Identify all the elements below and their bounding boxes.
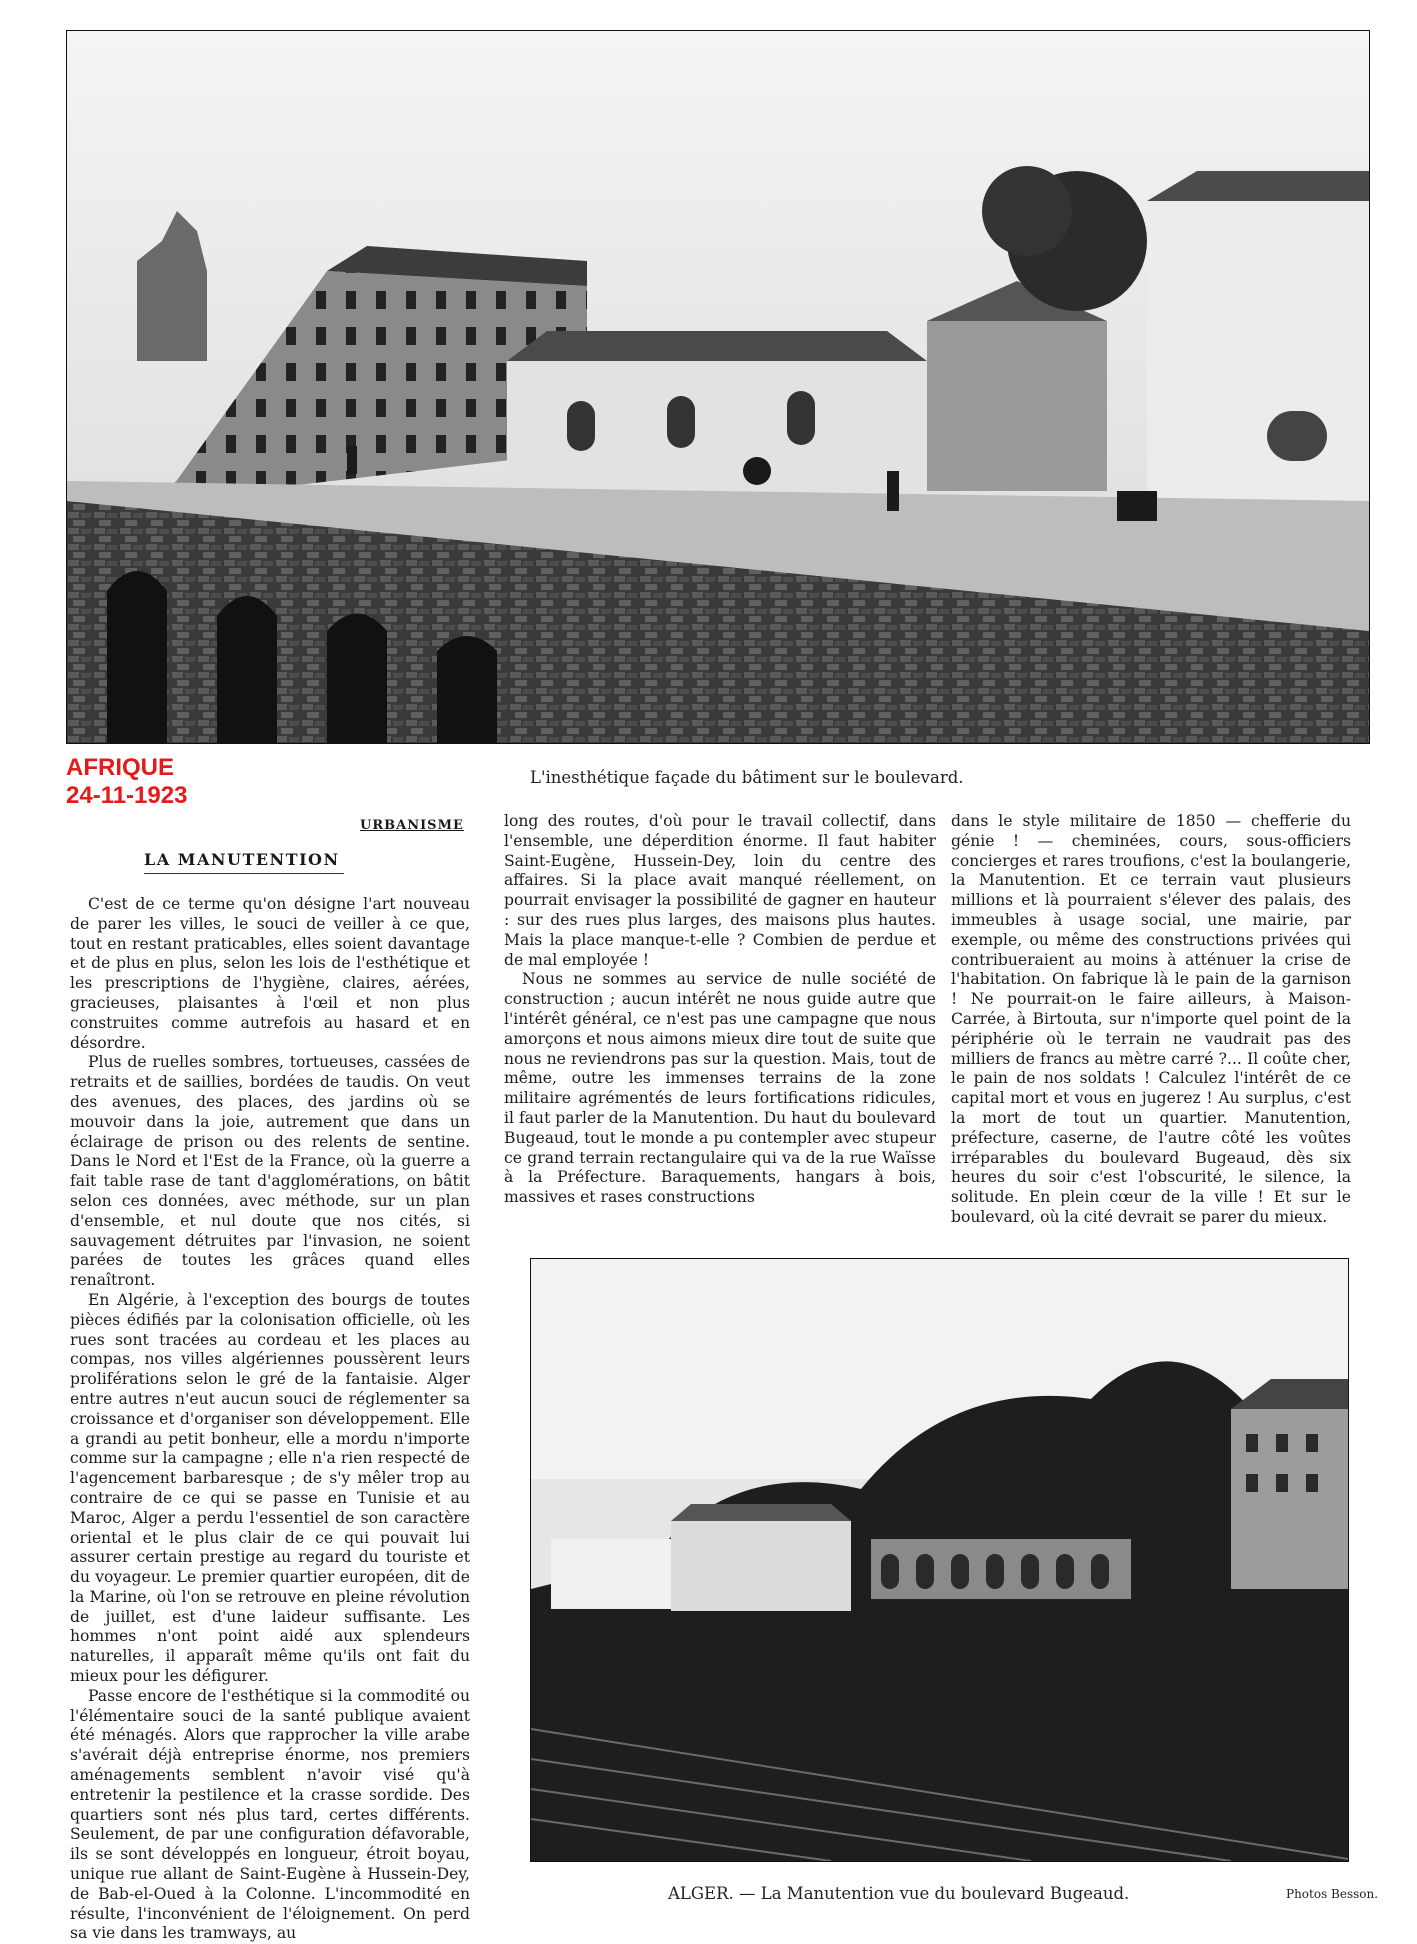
- archive-stamp: [66, 754, 187, 810]
- top-photo-caption: L'inesthétique façade du bâtiment sur le boulevard.: [530, 768, 964, 787]
- bottom-photo-caption: ALGER. — La Manutention vue du boulevard Bugeaud.: [668, 1884, 1130, 1903]
- article-rubric: URBANISME: [360, 818, 464, 833]
- article-title: LA MANUTENTION: [144, 850, 340, 869]
- paragraph: C'est de ce terme qu'on désigne l'art nouveau de parer les villes, le souci de veiller à ce que, tout en restant praticables, elles soient davantage et de plus en plus, selon les lois de l'esthétique et les prescriptions de l'hygiène, claires, aérées, gracieuses, plaisantes à l'œil et non plus construites comme autrefois au hasard et en désordre.: [70, 895, 470, 1052]
- paragraph: En Algérie, à l'exception des bourgs de toutes pièces édifiés par la colonisation officielle, où les rues sont tracées au cordeau et les places au compas, nos villes algériennes poussèrent leurs proliférations selon le gré de la fantaisie. Alger entre autres n'eut aucun souci de réglementer sa croissance et d'organiser son développement. Elle a grandi au petit bonheur, elle a mordu n'importe comme sur la campagne ; elle n'a rien respecté de l'agencement barbaresque ; de s'y mêler trop au contraire de ce qui se passe en Tunisie et au Maroc, Alger a perdu l'essentiel de son caractère oriental et le plus clair de ce qui pouvait lui assurer certain prestige au regard du touriste et du voyageur. Le premier quartier européen, dit de la Marine, où l'on se retrouve en pleine révolution de juillet, est d'une laideur suffisante. Les hommes n'ont point aidé aux splendeurs naturelles, il apparaît même qu'ils ont fait du mieux pour les défigurer.: [70, 1290, 470, 1686]
- article-column-3: [951, 812, 1351, 1228]
- paragraph: dans le style militaire de 1850 — chefferie du génie ! — cheminées, cours, sous-officiers concierges et rares troufions, c'est la boulangerie, la Manutention. Et ce terrain vaut plusieurs millions et là pourraient s'élever des palais, des immeubles à usage social, une mairie, par exemple, ou même des constructions privées qui contribueraient au moins à atténuer la crise de l'habitation. On fabrique là le pain de la garnison ! Ne pourrait-on le faire ailleurs, à Maison-Carrée, à Birtouta, sur n'importe quel point de la périphérie où le terrain ne vaudrait pas des milliers de francs au mètre carré ?... Il coûte cher, le pain de nos soldats ! Calculez l'intérêt de ce capital mort et vous en jugerez ! Au surplus, c'est la mort de tout un quartier. Manutention, préfecture, caserne, de l'autre côté les voûtes irréparables du boulevard Bugeaud, dès six heures du soir c'est l'obscurité, le silence, la solitude. En plein cœur de la ville ! Et sur le boulevard, où la cité devrait se parer du mieux.: [951, 812, 1351, 1226]
- photo-credit: Photos Besson.: [1286, 1887, 1379, 1901]
- stamp-source: AFRIQUE: [66, 754, 174, 781]
- paragraph: long des routes, d'où pour le travail collectif, dans l'ensemble, une déperdition énorme. Il faut habiter Saint-Eugène, Hussein-Dey, loin du centre des affaires. Si la place avait manqué réellement, on pourrait envisager la possibilité de gagner en hauteur : sur des rues plus larges, des maisons plus hautes. Mais la place manque-t-elle ? Combien de perdue et de mal employée !: [504, 812, 936, 969]
- article-column-1: [70, 895, 470, 1944]
- stamp-date: 24-11-1923: [66, 782, 188, 809]
- title-rule: [144, 873, 344, 874]
- photo-boulevard-facade: [66, 30, 1370, 744]
- paragraph: Nous ne sommes au service de nulle société de construction ; aucun intérêt ne nous guide autre que l'intérêt général, ce n'est pas une campagne que nous amorçons et nous aimons mieux dire tout de suite que nous ne reviendrons pas sur la question. Mais, tout de même, outre les immenses terrains de la zone militaire agrémentés de leurs fortifications ridicules, il faut parler de la Manutention. Du haut du boulevard Bugeaud, tout le monde a pu contempler avec stupeur ce grand terrain rectangulaire qui va de la rue Waïsse à la Préfecture. Baraquements, hangars à bois, massives et rases constructions: [504, 970, 936, 1207]
- article-column-2: [504, 812, 936, 1208]
- paragraph: Plus de ruelles sombres, tortueuses, cassées de retraits et de saillies, bordées de taudis. On veut des avenues, des places, des jardins où se mouvoir dans la joie, autrement que dans un éclairage de prison ou des relents de sentine. Dans le Nord et l'Est de la France, où la guerre a fait table rase de tant d'agglomérations, on bâtit selon ces données, avec méthode, sur un plan d'ensemble, et nul doute que nos cités, si sauvagement détruites par l'invasion, ne soient parées de toutes les grâces quand elles renaîtront.: [70, 1053, 470, 1290]
- manutention-photo-illustration: [531, 1259, 1348, 1861]
- photo-manutention-view: [530, 1258, 1349, 1862]
- facade-photo-illustration: [67, 31, 1369, 743]
- paragraph: Passe encore de l'esthétique si la commodité ou l'élémentaire souci de la santé publique avaient été ménagés. Alors que rapprocher la ville arabe s'avérait déjà entreprise énorme, nos premiers aménagements semblent n'avoir visé qu'à entretenir la pestilence et la crasse sordide. Des quartiers sont nés plus tard, certes différents. Seulement, de par une configuration défavorable, ils se sont développés en longueur, étroit boyau, unique rue allant de Saint-Eugène à Hussein-Dey, de Bab-el-Oued à la Colonne. L'incommodité en résulte, l'inconvénient de l'éloignement. On perd sa vie dans les tramways, au: [70, 1686, 470, 1943]
